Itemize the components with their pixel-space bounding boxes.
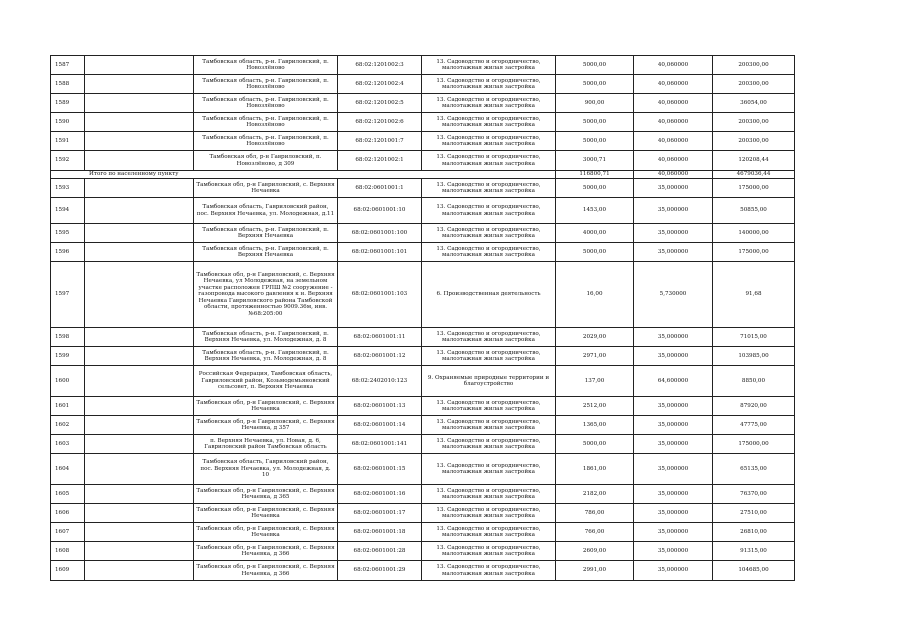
area-value: 1861,00 <box>556 454 634 485</box>
address-cell: Тамбовская обл, р-н Гавриловский, с. Верхняя Нечаевка, д 366 <box>194 561 338 581</box>
cadastral-number: 68:02:1201002:5 <box>338 94 422 113</box>
cadastral-number: 68:02:1201002:4 <box>338 75 422 94</box>
empty-cell <box>85 224 194 243</box>
cadastral-number: 68:02:1201002:3 <box>338 56 422 75</box>
row-number: 1598 <box>51 328 85 347</box>
empty-cell <box>85 243 194 262</box>
cadastral-cost: 71015,00 <box>713 328 795 347</box>
cadastral-cost: 91315,00 <box>713 542 795 561</box>
row-number: 1606 <box>51 504 85 523</box>
cadastral-cost: 175000,00 <box>713 179 795 198</box>
cadastral-cost: 200300,00 <box>713 132 795 151</box>
empty-cell <box>85 347 194 366</box>
row-number: 1589 <box>51 94 85 113</box>
specific-value: 35,000000 <box>634 328 713 347</box>
row-number: 1608 <box>51 542 85 561</box>
area-value: 3000,71 <box>556 151 634 171</box>
empty-cell <box>85 416 194 435</box>
land-use-type: 13. Садоводство и огородничество, малоэтажная жилая застройка <box>422 179 556 198</box>
table-row <box>51 454 795 485</box>
specific-value: 35,000000 <box>634 485 713 504</box>
land-use-type: 6. Производственная деятельность <box>422 262 556 328</box>
table-body <box>51 56 795 581</box>
address-cell: Тамбовская обл, р-н Гавриловский, п. Новозлёново, д 309 <box>194 151 338 171</box>
specific-value: 35,000000 <box>634 504 713 523</box>
cadastral-number: 68:02:0601001:13 <box>338 397 422 416</box>
empty-cell <box>85 504 194 523</box>
land-use-type: 13. Садоводство и огородничество, малоэтажная жилая застройка <box>422 243 556 262</box>
cadastral-number: 68:02:0601001:16 <box>338 485 422 504</box>
empty-cell <box>85 198 194 224</box>
cadastral-cost: 76370,00 <box>713 485 795 504</box>
land-use-type: 13. Садоводство и огородничество, малоэтажная жилая застройка <box>422 435 556 454</box>
cadastral-number: 68:02:0601001:141 <box>338 435 422 454</box>
table-row <box>51 523 795 542</box>
empty-cell <box>85 132 194 151</box>
table-row <box>51 198 795 224</box>
empty-cell <box>85 151 194 171</box>
specific-value: 35,000000 <box>634 243 713 262</box>
table-row <box>51 75 795 94</box>
land-use-type: 13. Садоводство и огородничество, малоэтажная жилая застройка <box>422 75 556 94</box>
area-value: 786,00 <box>556 504 634 523</box>
row-number: 1594 <box>51 198 85 224</box>
cadastral-cost: 50855,00 <box>713 198 795 224</box>
area-value: 2512,00 <box>556 397 634 416</box>
empty-cell <box>85 542 194 561</box>
area-value: 5000,00 <box>556 132 634 151</box>
cadastral-cost: 87920,00 <box>713 397 795 416</box>
cadastral-value-table <box>50 55 795 581</box>
area-value: 766,00 <box>556 523 634 542</box>
specific-value: 5,730000 <box>634 262 713 328</box>
row-number: 1602 <box>51 416 85 435</box>
address-cell: Тамбовская область, р-н. Гавриловский, п. Верхняя Нечаевка <box>194 243 338 262</box>
empty-cell <box>85 262 194 328</box>
address-cell: Тамбовская область, р-н. Гавриловский, п. Новозлёново <box>194 94 338 113</box>
cadastral-cost: 91,68 <box>713 262 795 328</box>
cadastral-cost: 104685,00 <box>713 561 795 581</box>
empty-cell <box>85 179 194 198</box>
row-number: 1591 <box>51 132 85 151</box>
cadastral-number: 68:02:0601001:17 <box>338 504 422 523</box>
cadastral-number: 68:02:0601001:29 <box>338 561 422 581</box>
land-use-type: 13. Садоводство и огородничество, малоэтажная жилая застройка <box>422 113 556 132</box>
row-number: 1603 <box>51 435 85 454</box>
row-number: 1595 <box>51 224 85 243</box>
specific-value: 35,000000 <box>634 416 713 435</box>
address-cell: Тамбовская область, Гавриловский район, пос. Верхняя Нечаевка, ул. Молодежная, д. 10 <box>194 454 338 485</box>
specific-value: 35,000000 <box>634 198 713 224</box>
area-value: 16,00 <box>556 262 634 328</box>
cadastral-cost: 140000,00 <box>713 224 795 243</box>
address-cell: Тамбовская область, р-н. Гавриловский, п. Верхняя Нечаевка, ул. Молодежная, д. 8 <box>194 328 338 347</box>
table-row <box>51 151 795 171</box>
cadastral-cost: 65135,00 <box>713 454 795 485</box>
cadastral-cost: 200300,00 <box>713 113 795 132</box>
table-row <box>51 224 795 243</box>
cadastral-number: 68:02:0601001:103 <box>338 262 422 328</box>
address-cell: Тамбовская область, р-н. Гавриловский, п. Новозлёново <box>194 56 338 75</box>
land-use-type: 13. Садоводство и огородничество, малоэтажная жилая застройка <box>422 328 556 347</box>
table-row <box>51 416 795 435</box>
address-cell: Тамбовская область, р-н. Гавриловский, п. Верхняя Нечаевка, ул. Молодежная, д. 8 <box>194 347 338 366</box>
specific-value: 40,060000 <box>634 132 713 151</box>
empty-cell <box>85 94 194 113</box>
cadastral-cost: 175000,00 <box>713 435 795 454</box>
land-use-type: 13. Садоводство и огородничество, малоэтажная жилая застройка <box>422 224 556 243</box>
empty-cell <box>85 56 194 75</box>
cadastral-number: 68:02:0601001:12 <box>338 347 422 366</box>
empty-cell <box>85 523 194 542</box>
table-row <box>51 113 795 132</box>
cadastral-number: 68:02:0601001:1 <box>338 179 422 198</box>
table-row <box>51 435 795 454</box>
specific-value: 35,000000 <box>634 523 713 542</box>
land-use-type: 13. Садоводство и огородничество, малоэтажная жилая застройка <box>422 454 556 485</box>
row-number: 1600 <box>51 366 85 397</box>
specific-value: 35,000000 <box>634 224 713 243</box>
area-value: 5000,00 <box>556 113 634 132</box>
specific-value: 35,000000 <box>634 435 713 454</box>
address-cell: п. Верхняя Нечаевка, ул. Новая, д. 6, Гавриловский район Тамбовская область <box>194 435 338 454</box>
table-row <box>51 56 795 75</box>
cadastral-number: 68:02:0601001:15 <box>338 454 422 485</box>
land-use-type: 13. Садоводство и огородничество, малоэтажная жилая застройка <box>422 132 556 151</box>
land-use-type: 13. Садоводство и огородничество, малоэтажная жилая застройка <box>422 504 556 523</box>
cadastral-number: 68:02:0601001:10 <box>338 198 422 224</box>
land-use-type: 13. Садоводство и огородничество, малоэтажная жилая застройка <box>422 523 556 542</box>
land-use-type: 9. Охраняемые природные территории и благоустройство <box>422 366 556 397</box>
subtotal-cost: 4679036,44 <box>713 171 795 179</box>
cadastral-cost: 175000,00 <box>713 243 795 262</box>
area-value: 4000,00 <box>556 224 634 243</box>
cadastral-number: 68:02:1201002:6 <box>338 113 422 132</box>
area-value: 2971,00 <box>556 347 634 366</box>
land-use-type: 13. Садоводство и огородничество, малоэтажная жилая застройка <box>422 94 556 113</box>
row-number: 1605 <box>51 485 85 504</box>
empty-cell <box>85 366 194 397</box>
row-number: 1592 <box>51 151 85 171</box>
table-row <box>51 347 795 366</box>
area-value: 5000,00 <box>556 179 634 198</box>
row-number: 1604 <box>51 454 85 485</box>
table-row <box>51 504 795 523</box>
table-row <box>51 262 795 328</box>
table-row <box>51 542 795 561</box>
area-value: 2609,00 <box>556 542 634 561</box>
area-value: 2182,00 <box>556 485 634 504</box>
land-use-type: 13. Садоводство и огородничество, малоэтажная жилая застройка <box>422 416 556 435</box>
specific-value: 40,060000 <box>634 94 713 113</box>
table-row <box>51 397 795 416</box>
cadastral-cost: 36054,00 <box>713 94 795 113</box>
cadastral-cost: 120208,44 <box>713 151 795 171</box>
address-cell: Тамбовская обл, р-н Гавриловский, с. Верхняя Нечаевка <box>194 523 338 542</box>
cadastral-number: 68:02:1201002:1 <box>338 151 422 171</box>
row-number: 1587 <box>51 56 85 75</box>
specific-value: 40,060000 <box>634 113 713 132</box>
address-cell: Тамбовская область, р-н. Гавриловский, п. Верхняя Нечаевка <box>194 224 338 243</box>
address-cell: Тамбовская обл, р-н Гавриловский, с. Верхняя Нечаевка <box>194 397 338 416</box>
address-cell: Тамбовская обл, р-н Гавриловский, с. Верхняя Нечаевка, д 366 <box>194 542 338 561</box>
address-cell: Тамбовская обл, р-н Гавриловский, с. Верхняя Нечаевка, д 357 <box>194 416 338 435</box>
address-cell: Тамбовская область, Гавриловский район, пос. Верхняя Нечаевка, ул. Молодежная, д.11 <box>194 198 338 224</box>
table-row <box>51 366 795 397</box>
specific-value: 35,000000 <box>634 542 713 561</box>
table-row <box>51 485 795 504</box>
address-cell: Тамбовская область, р-н. Гавриловский, п. Новозлёново <box>194 132 338 151</box>
cadastral-number: 68:02:0601001:11 <box>338 328 422 347</box>
empty-cell <box>85 561 194 581</box>
area-value: 5000,00 <box>556 243 634 262</box>
table-row <box>51 243 795 262</box>
cadastral-cost: 200300,00 <box>713 56 795 75</box>
land-use-type: 13. Садоводство и огородничество, малоэтажная жилая застройка <box>422 151 556 171</box>
cadastral-cost: 47775,00 <box>713 416 795 435</box>
empty-cell <box>85 113 194 132</box>
land-use-type: 13. Садоводство и огородничество, малоэтажная жилая застройка <box>422 542 556 561</box>
row-number: 1588 <box>51 75 85 94</box>
area-value: 1365,00 <box>556 416 634 435</box>
land-use-type: 13. Садоводство и огородничество, малоэтажная жилая застройка <box>422 397 556 416</box>
subtotal-area: 116800,71 <box>556 171 634 179</box>
address-cell: Российская Федерация, Тамбовская область, Гавриловский район, Козьмодемьяновский сельсовет, п. Верхняя Нечаевка <box>194 366 338 397</box>
specific-value: 35,000000 <box>634 179 713 198</box>
specific-value: 35,000000 <box>634 397 713 416</box>
address-cell: Тамбовская обл, р-н Гавриловский, с. Верхняя Нечаевка, ул Молодежная, на земельном участке расположен ГРПШ №2 сооружение - газопровода высокого давления к н. Верхняя Нечаевка Гавриловского района Тамбовской области, протяженностью 9009.36м, инв.№68:205:00 <box>194 262 338 328</box>
area-value: 900,00 <box>556 94 634 113</box>
table-row <box>51 561 795 581</box>
area-value: 2991,00 <box>556 561 634 581</box>
cadastral-cost: 27510,00 <box>713 504 795 523</box>
cadastral-number: 68:02:0601001:101 <box>338 243 422 262</box>
subtotal-label: Итого по населенному пункту <box>51 171 556 179</box>
specific-value: 35,000000 <box>634 454 713 485</box>
cadastral-number: 68:02:0601001:14 <box>338 416 422 435</box>
table-row <box>51 132 795 151</box>
empty-cell <box>85 75 194 94</box>
area-value: 2029,00 <box>556 328 634 347</box>
cadastral-number: 68:02:1201001:7 <box>338 132 422 151</box>
cadastral-number: 68:02:0601001:18 <box>338 523 422 542</box>
area-value: 5000,00 <box>556 435 634 454</box>
cadastral-cost: 200300,00 <box>713 75 795 94</box>
area-value: 5000,00 <box>556 75 634 94</box>
land-use-type: 13. Садоводство и огородничество, малоэтажная жилая застройка <box>422 561 556 581</box>
address-cell: Тамбовская область, р-н. Гавриловский, п. Новозлёново <box>194 113 338 132</box>
address-cell: Тамбовская обл, р-н Гавриловский, с. Верхняя Нечаевка <box>194 504 338 523</box>
cadastral-cost: 26810,00 <box>713 523 795 542</box>
cadastral-number: 68:02:2402010:123 <box>338 366 422 397</box>
table-row <box>51 328 795 347</box>
specific-value: 40,060000 <box>634 151 713 171</box>
subtotal-rate: 40,060000 <box>634 171 713 179</box>
row-number: 1599 <box>51 347 85 366</box>
specific-value: 40,060000 <box>634 75 713 94</box>
row-number: 1607 <box>51 523 85 542</box>
row-number: 1601 <box>51 397 85 416</box>
row-number: 1590 <box>51 113 85 132</box>
specific-value: 35,000000 <box>634 561 713 581</box>
specific-value: 64,600000 <box>634 366 713 397</box>
empty-cell <box>85 485 194 504</box>
land-use-type: 13. Садоводство и огородничество, малоэтажная жилая застройка <box>422 56 556 75</box>
land-use-type: 13. Садоводство и огородничество, малоэтажная жилая застройка <box>422 347 556 366</box>
row-number: 1593 <box>51 179 85 198</box>
cadastral-number: 68:02:0601001:100 <box>338 224 422 243</box>
specific-value: 40,060000 <box>634 56 713 75</box>
table-row <box>51 94 795 113</box>
cadastral-cost: 103985,00 <box>713 347 795 366</box>
area-value: 137,00 <box>556 366 634 397</box>
land-use-type: 13. Садоводство и огородничество, малоэтажная жилая застройка <box>422 198 556 224</box>
specific-value: 35,000000 <box>634 347 713 366</box>
table-row <box>51 179 795 198</box>
area-value: 5000,00 <box>556 56 634 75</box>
empty-cell <box>85 454 194 485</box>
subtotal-row <box>51 171 795 179</box>
address-cell: Тамбовская область, р-н. Гавриловский, п. Новозлёново <box>194 75 338 94</box>
cadastral-cost: 8850,00 <box>713 366 795 397</box>
empty-cell <box>85 328 194 347</box>
empty-cell <box>85 397 194 416</box>
row-number: 1597 <box>51 262 85 328</box>
area-value: 1453,00 <box>556 198 634 224</box>
land-use-type: 13. Садоводство и огородничество, малоэтажная жилая застройка <box>422 485 556 504</box>
row-number: 1609 <box>51 561 85 581</box>
empty-cell <box>85 435 194 454</box>
cadastral-number: 68:02:0601001:28 <box>338 542 422 561</box>
row-number: 1596 <box>51 243 85 262</box>
address-cell: Тамбовская обл, р-н Гавриловский, с. Верхняя Нечаевка, д 365 <box>194 485 338 504</box>
address-cell: Тамбовская обл, р-н Гавриловский, с. Верхняя Нечаевка <box>194 179 338 198</box>
